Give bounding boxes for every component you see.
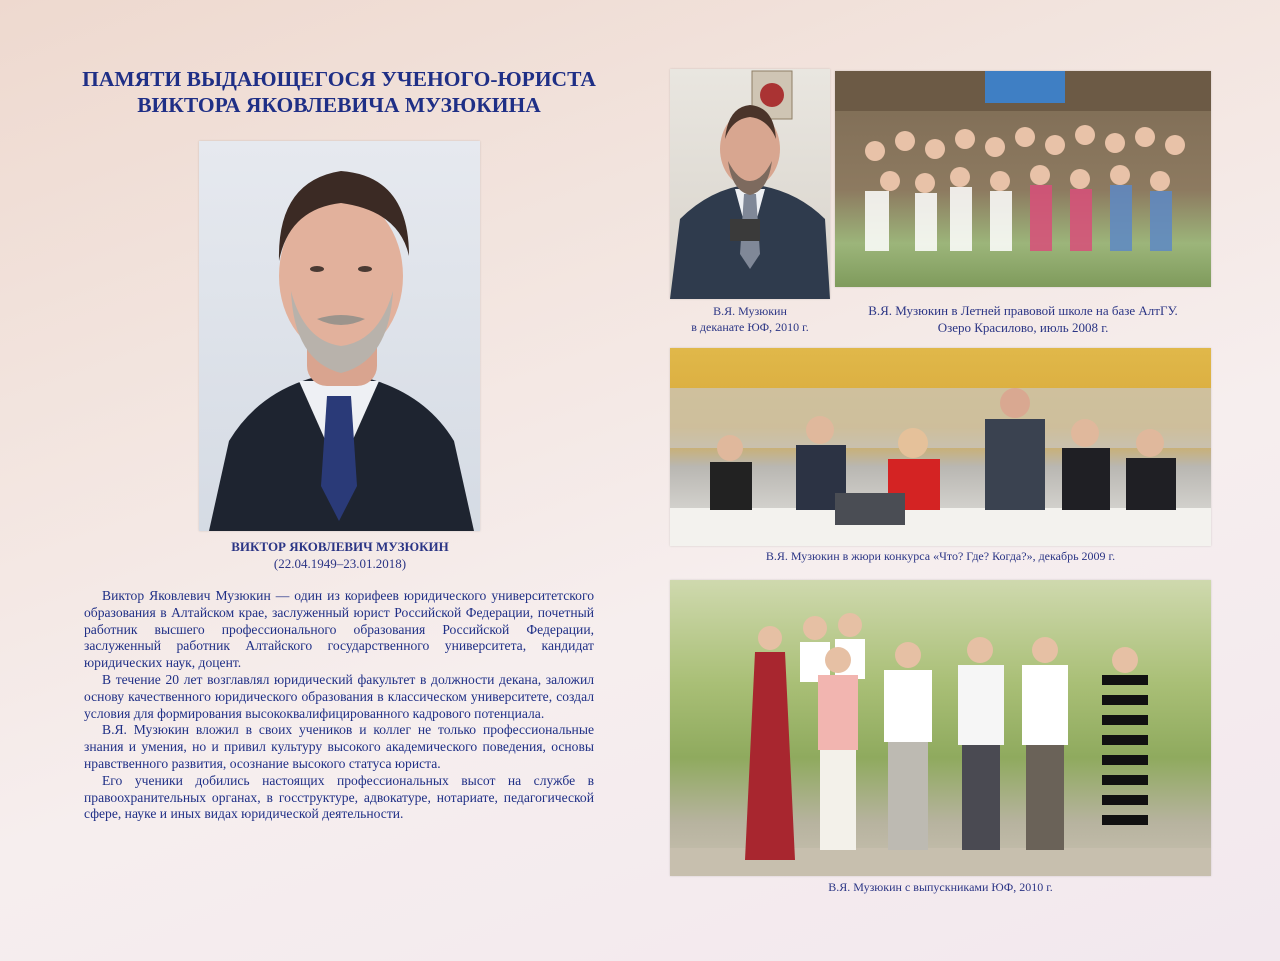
title-line-1: ПАМЯТИ ВЫДАЮЩЕГОСЯ УЧЕНОГО-ЮРИСТА [82, 67, 596, 91]
portrait-caption [190, 538, 490, 572]
graduates-illustration [670, 580, 1211, 876]
portrait-illustration [199, 141, 480, 531]
portrait-photo [199, 141, 480, 531]
page-title [60, 66, 618, 118]
biography-paragraph: В.Я. Музюкин вложил в своих учеников и коллег не только профессиональные знания и умения, но и привил культуру высокого академического поведения, основы нравственного развития, осознание высокого статуса юриста. [84, 722, 594, 771]
graduates-photo [670, 580, 1211, 876]
graduates-photo-caption: В.Я. Музюкин с выпускниками ЮФ, 2010 г. [828, 880, 1053, 894]
summer-school-illustration [835, 71, 1211, 287]
biography-paragraph: В течение 20 лет возглавлял юридический факультет в должности декана, заложил основу качественного юридического образования в классическом университете, создал условия для формирования высококвалифицированного кадрового потенциала. [84, 671, 594, 721]
biography-text [84, 588, 594, 823]
office-photo [670, 69, 830, 299]
jury-illustration [670, 348, 1211, 546]
office-caption-line-2: в деканате ЮФ, 2010 г. [691, 320, 809, 334]
camp-caption-line-1: В.Я. Музюкин в Летней правовой школе на базе АлтГУ. [868, 303, 1178, 318]
title-line-2: ВИКТОРА ЯКОВЛЕВИЧА МУЗЮКИНА [137, 93, 541, 117]
office-illustration [670, 69, 830, 299]
summer-school-caption [835, 302, 1211, 336]
portrait-name: ВИКТОР ЯКОВЛЕВИЧ МУЗЮКИН [231, 539, 449, 554]
summer-school-photo [835, 71, 1211, 287]
biography-paragraph: Его ученики добились настоящих профессиональных высот на службе в правоохранительных органах, в госструктуре, адвокатуре, нотариате, педагогической сфере, науке и иных видах юридической деятельности. [84, 772, 594, 822]
jury-photo-caption: В.Я. Музюкин в жюри конкурса «Что? Где? Когда?», декабрь 2009 г. [765, 549, 1116, 563]
office-caption-line-1: В.Я. Музюкин [713, 304, 787, 318]
camp-caption-line-2: Озеро Красилово, июль 2008 г. [937, 320, 1109, 335]
office-photo-caption [670, 303, 830, 335]
biography-paragraph: Виктор Яковлевич Музюкин — один из корифеев юридического университетского образования в Алтайском крае, заслуженный юрист Российской Федерации, почетный работник высшего профессионального образования Российской Федерации, заслуженный работник Алтайского государственного университета, кандидат юридических наук, доцент. [84, 588, 594, 671]
jury-photo [670, 348, 1211, 546]
portrait-dates: (22.04.1949–23.01.2018) [273, 556, 407, 571]
